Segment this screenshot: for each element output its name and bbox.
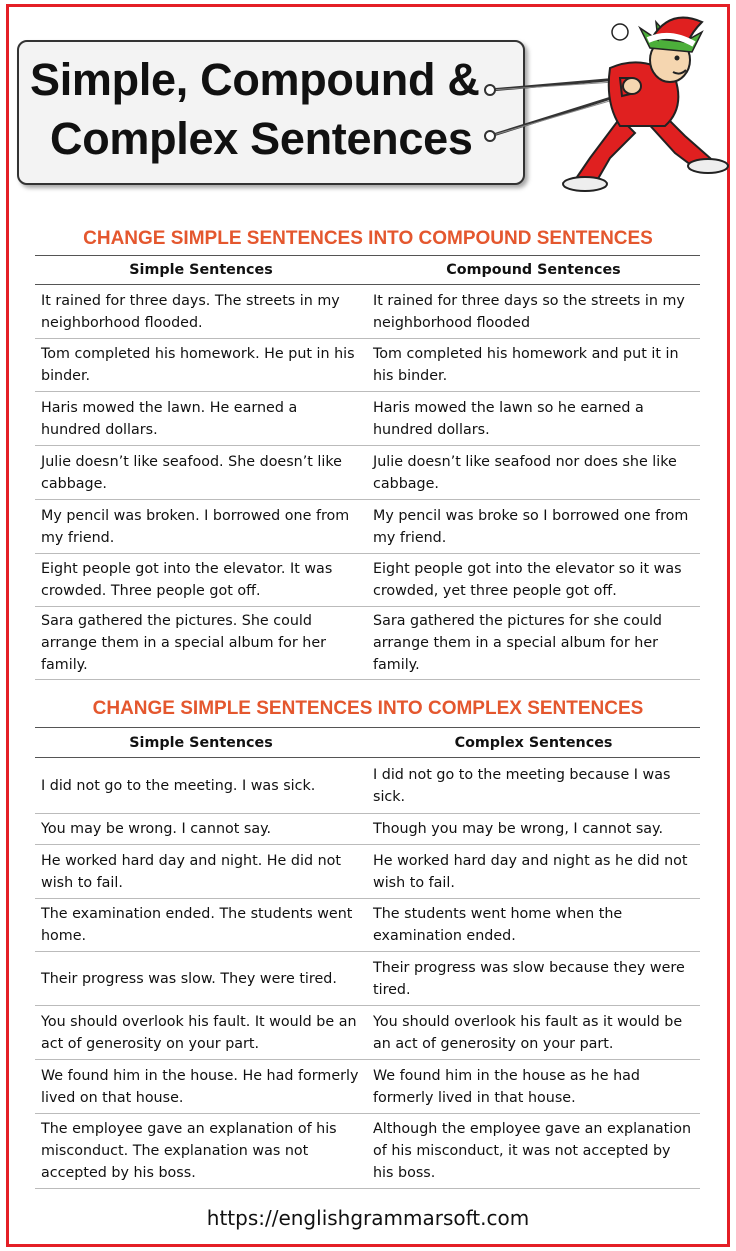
simple-sentence-cell: Haris mowed the lawn. He earned a hundred dollars. [35, 392, 367, 446]
table-row [35, 500, 700, 554]
compound-sentences-table [35, 255, 700, 680]
compound-sentence-cell: Tom completed his homework and put it in his binder. [367, 339, 700, 392]
page-title-line-2: Complex Sentences [50, 113, 473, 164]
table-row [35, 1060, 700, 1114]
compound-sentence-cell: It rained for three days so the streets in my neighborhood flooded [367, 285, 700, 339]
compound-sentence-cell: Haris mowed the lawn so he earned a hundred dollars. [367, 392, 700, 446]
simple-sentence-cell: The examination ended. The students went home. [35, 899, 367, 952]
table-row [35, 446, 700, 500]
table-row [35, 392, 700, 446]
table-row [35, 607, 700, 680]
complex-sentence-cell: I did not go to the meeting because I was sick. [367, 758, 700, 814]
column-header-complex: Complex Sentences [367, 728, 700, 758]
compound-sentence-cell: Sara gathered the pictures for she could arrange them in a special album for her family. [367, 607, 700, 680]
table-row [35, 899, 700, 952]
column-header-simple: Simple Sentences [35, 728, 367, 758]
simple-sentence-cell: You may be wrong. I cannot say. [35, 814, 367, 845]
table-row [35, 758, 700, 814]
column-header-compound: Compound Sentences [367, 256, 700, 285]
complex-sentence-cell: He worked hard day and night as he did not wish to fail. [367, 845, 700, 899]
table-row [35, 339, 700, 392]
table-row [35, 285, 700, 339]
simple-sentence-cell: He worked hard day and night. He did not wish to fail. [35, 845, 367, 899]
table-row [35, 554, 700, 607]
simple-sentence-cell: You should overlook his fault. It would be an act of generosity on your part. [35, 1006, 367, 1060]
simple-sentence-cell: I did not go to the meeting. I was sick. [35, 758, 367, 814]
table-header-row [35, 728, 700, 758]
simple-sentence-cell: It rained for three days. The streets in my neighborhood flooded. [35, 285, 367, 339]
table-row [35, 814, 700, 845]
complex-sentence-cell: You should overlook his fault as it would be an act of generosity on your part. [367, 1006, 700, 1060]
compound-sentence-cell: Julie doesn’t like seafood nor does she like cabbage. [367, 446, 700, 500]
complex-section-heading: CHANGE SIMPLE SENTENCES INTO COMPLEX SENTENCES [92, 698, 644, 719]
page-title-line-1: Simple, Compound & [30, 54, 480, 105]
complex-sentence-cell: The students went home when the examination ended. [367, 899, 700, 952]
complex-sentence-cell: We found him in the house as he had formerly lived in that house. [367, 1060, 700, 1114]
simple-sentence-cell: Tom completed his homework. He put in his binder. [35, 339, 367, 392]
simple-sentence-cell: Eight people got into the elevator. It was crowded. Three people got off. [35, 554, 367, 607]
compound-sentence-cell: My pencil was broke so I borrowed one from my friend. [367, 500, 700, 554]
compound-sentence-cell: Eight people got into the elevator so it was crowded, yet three people got off. [367, 554, 700, 607]
simple-sentence-cell: Sara gathered the pictures. She could arrange them in a special album for her family. [35, 607, 367, 680]
website-url: https://englishgrammarsoft.com [206, 1206, 530, 1230]
simple-sentence-cell: My pencil was broken. I borrowed one from my friend. [35, 500, 367, 554]
simple-sentence-cell: The employee gave an explanation of his misconduct. The explanation was not accepted by his boss. [35, 1114, 367, 1189]
complex-sentence-cell: Although the employee gave an explanation of his misconduct, it was not accepted by his boss. [367, 1114, 700, 1189]
simple-sentence-cell: Their progress was slow. They were tired. [35, 952, 367, 1006]
complex-sentences-table [35, 727, 700, 1189]
simple-sentence-cell: We found him in the house. He had formerly lived on that house. [35, 1060, 367, 1114]
table-row [35, 1006, 700, 1060]
compound-section-heading: CHANGE SIMPLE SENTENCES INTO COMPOUND SENTENCES [83, 228, 653, 249]
simple-sentence-cell: Julie doesn’t like seafood. She doesn’t like cabbage. [35, 446, 367, 500]
table-row [35, 1114, 700, 1189]
table-row [35, 845, 700, 899]
column-header-simple: Simple Sentences [35, 256, 367, 285]
complex-sentence-cell: Though you may be wrong, I cannot say. [367, 814, 700, 845]
cartoon-character-illustration [470, 8, 732, 193]
table-row [35, 952, 700, 1006]
table-header-row [35, 256, 700, 285]
complex-sentence-cell: Their progress was slow because they were tired. [367, 952, 700, 1006]
